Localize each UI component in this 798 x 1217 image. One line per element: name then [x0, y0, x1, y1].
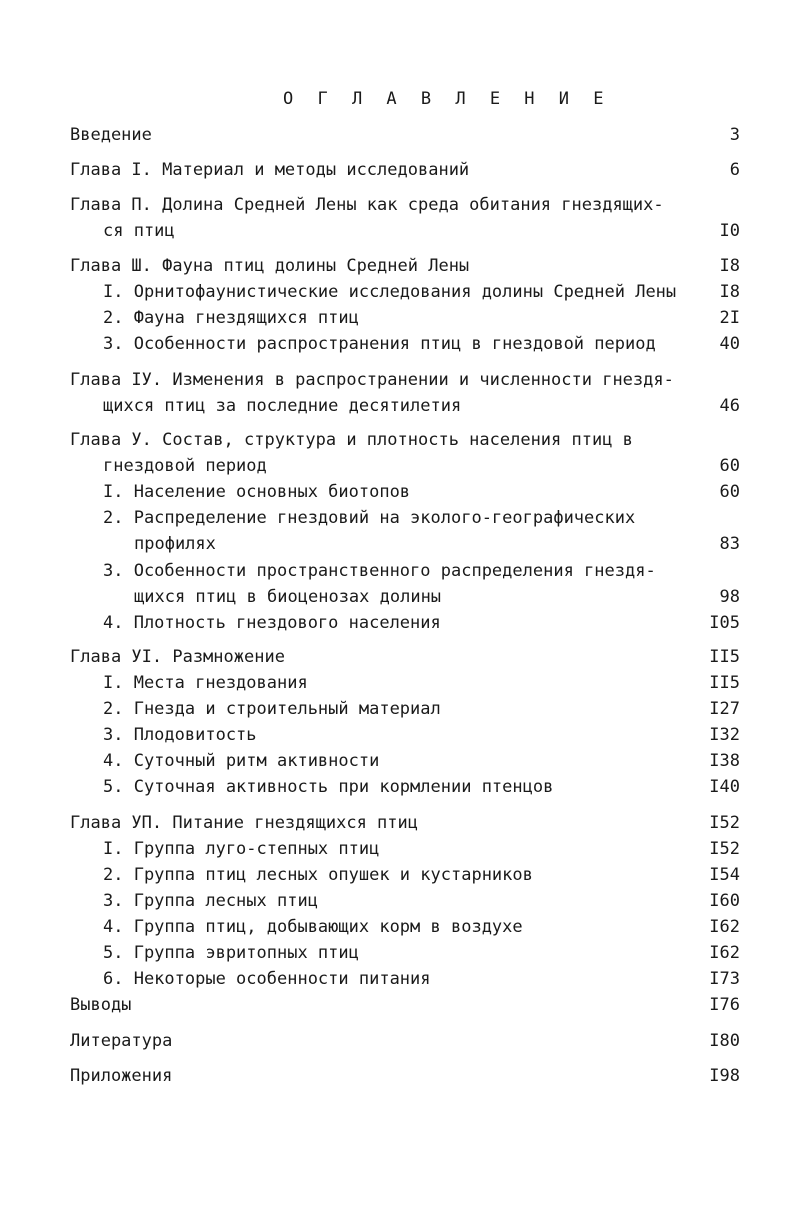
- entry-text: 2. Группа птиц лесных опушек и кустарников: [103, 865, 533, 885]
- toc-subentry: [0, 480, 798, 504]
- toc-subentry: [0, 611, 798, 635]
- toc-entry-continuation: [0, 219, 798, 243]
- entry-text: 5. Группа эвритопных птиц: [103, 943, 359, 963]
- toc-title: О Г Л А В Л Е Н И Е: [283, 89, 611, 109]
- toc-entry: [0, 158, 798, 182]
- entry-page: I40: [709, 777, 740, 797]
- entry-text: Выводы: [70, 995, 132, 1015]
- entry-text: Глава Ш. Фауна птиц долины Средней Лены: [70, 256, 470, 276]
- entry-page: 98: [719, 587, 740, 607]
- entry-text: Приложения: [70, 1066, 173, 1086]
- entry-page: I98: [709, 1066, 740, 1086]
- entry-page: I0: [719, 221, 740, 241]
- entry-text: I. Места гнездования: [103, 673, 308, 693]
- toc-subentry: [0, 559, 798, 583]
- toc-entry: [0, 993, 798, 1017]
- entry-text: 2. Фауна гнездящихся птиц: [103, 308, 359, 328]
- entry-text: Глава УI. Размножение: [70, 647, 285, 667]
- toc-subentry: [0, 332, 798, 356]
- toc-subentry: [0, 697, 798, 721]
- entry-page: I32: [709, 725, 740, 745]
- entry-page: 3: [729, 125, 740, 145]
- entry-text: Глава УП. Питание гнездящихся птиц: [70, 813, 418, 833]
- entry-page: 46: [719, 396, 740, 416]
- entry-page: I62: [709, 917, 740, 937]
- entry-page: 6: [729, 160, 740, 180]
- entry-text: 5. Суточная активность при кормлении птенцов: [103, 777, 554, 797]
- toc-entry: [0, 1029, 798, 1053]
- toc-entry-continuation: [0, 454, 798, 478]
- entry-page: I8: [719, 282, 740, 302]
- toc-subentry: [0, 506, 798, 530]
- toc-entry: [0, 428, 798, 452]
- toc-entry: [0, 193, 798, 217]
- entry-page: II5: [709, 647, 740, 667]
- entry-text: Глава П. Долина Средней Лены как среда обитания гнездящих-: [70, 195, 664, 215]
- toc-subentry: [0, 941, 798, 965]
- toc-subentry-continuation: [0, 532, 798, 556]
- entry-text-cont: гнездовой период: [103, 456, 267, 476]
- toc-entry: [0, 368, 798, 392]
- entry-page: I80: [709, 1031, 740, 1051]
- entry-page: 83: [719, 534, 740, 554]
- entry-page: I38: [709, 751, 740, 771]
- entry-text: I. Группа луго-степных птиц: [103, 839, 380, 859]
- entry-text: Введение: [70, 125, 152, 145]
- entry-text: Глава У. Состав, структура и плотность населения птиц в: [70, 430, 633, 450]
- toc-entry: [0, 645, 798, 669]
- toc-subentry: [0, 837, 798, 861]
- entry-text: 4. Суточный ритм активности: [103, 751, 380, 771]
- toc-subentry-continuation: [0, 585, 798, 609]
- entry-text: 3. Плодовитость: [103, 725, 257, 745]
- entry-text-cont: щихся птиц в биоценозах долины: [134, 587, 442, 607]
- toc-subentry: [0, 306, 798, 330]
- entry-page: 2I: [719, 308, 740, 328]
- entry-text-cont: щихся птиц за последние десятилетия: [103, 396, 462, 416]
- toc-entry: [0, 811, 798, 835]
- entry-page: I52: [709, 813, 740, 833]
- entry-page: II5: [709, 673, 740, 693]
- entry-text: I. Орнитофаунистические исследования долины Средней Лены: [103, 282, 677, 302]
- toc-subentry: [0, 915, 798, 939]
- entry-page: 60: [719, 482, 740, 502]
- toc-subentry: [0, 723, 798, 747]
- toc-subentry: [0, 863, 798, 887]
- entry-text: 4. Плотность гнездового населения: [103, 613, 441, 633]
- entry-page: I62: [709, 943, 740, 963]
- entry-text: 2. Распределение гнездовий на эколого-географических: [103, 508, 636, 528]
- toc-subentry: [0, 967, 798, 991]
- entry-text: I. Население основных биотопов: [103, 482, 411, 502]
- entry-text: 4. Группа птиц, добывающих корм в воздухе: [103, 917, 523, 937]
- entry-page: I76: [709, 995, 740, 1015]
- entry-page: I60: [709, 891, 740, 911]
- toc-entry: [0, 1064, 798, 1088]
- entry-page: I52: [709, 839, 740, 859]
- entry-page: I54: [709, 865, 740, 885]
- toc-entry: [0, 254, 798, 278]
- entry-page: 40: [719, 334, 740, 354]
- toc-subentry: [0, 889, 798, 913]
- entry-text: Глава IУ. Изменения в распространении и численности гнездя-: [70, 370, 674, 390]
- entry-page: I27: [709, 699, 740, 719]
- toc-entry-continuation: [0, 394, 798, 418]
- entry-text: 3. Особенности пространственного распределения гнездя-: [103, 561, 656, 581]
- entry-text-cont: ся птиц: [103, 221, 175, 241]
- entry-page: I73: [709, 969, 740, 989]
- entry-page: 60: [719, 456, 740, 476]
- entry-page: I8: [719, 256, 740, 276]
- toc-subentry: [0, 749, 798, 773]
- entry-text: 3. Особенности распространения птиц в гнездовой период: [103, 334, 656, 354]
- entry-text-cont: профилях: [134, 534, 216, 554]
- entry-text: Глава I. Материал и методы исследований: [70, 160, 470, 180]
- toc-entry: [0, 123, 798, 147]
- entry-page: I05: [709, 613, 740, 633]
- toc-subentry: [0, 671, 798, 695]
- toc-subentry: [0, 775, 798, 799]
- entry-text: 6. Некоторые особенности питания: [103, 969, 431, 989]
- entry-text: 3. Группа лесных птиц: [103, 891, 318, 911]
- entry-text: 2. Гнезда и строительный материал: [103, 699, 441, 719]
- entry-text: Литература: [70, 1031, 173, 1051]
- toc-subentry: [0, 280, 798, 304]
